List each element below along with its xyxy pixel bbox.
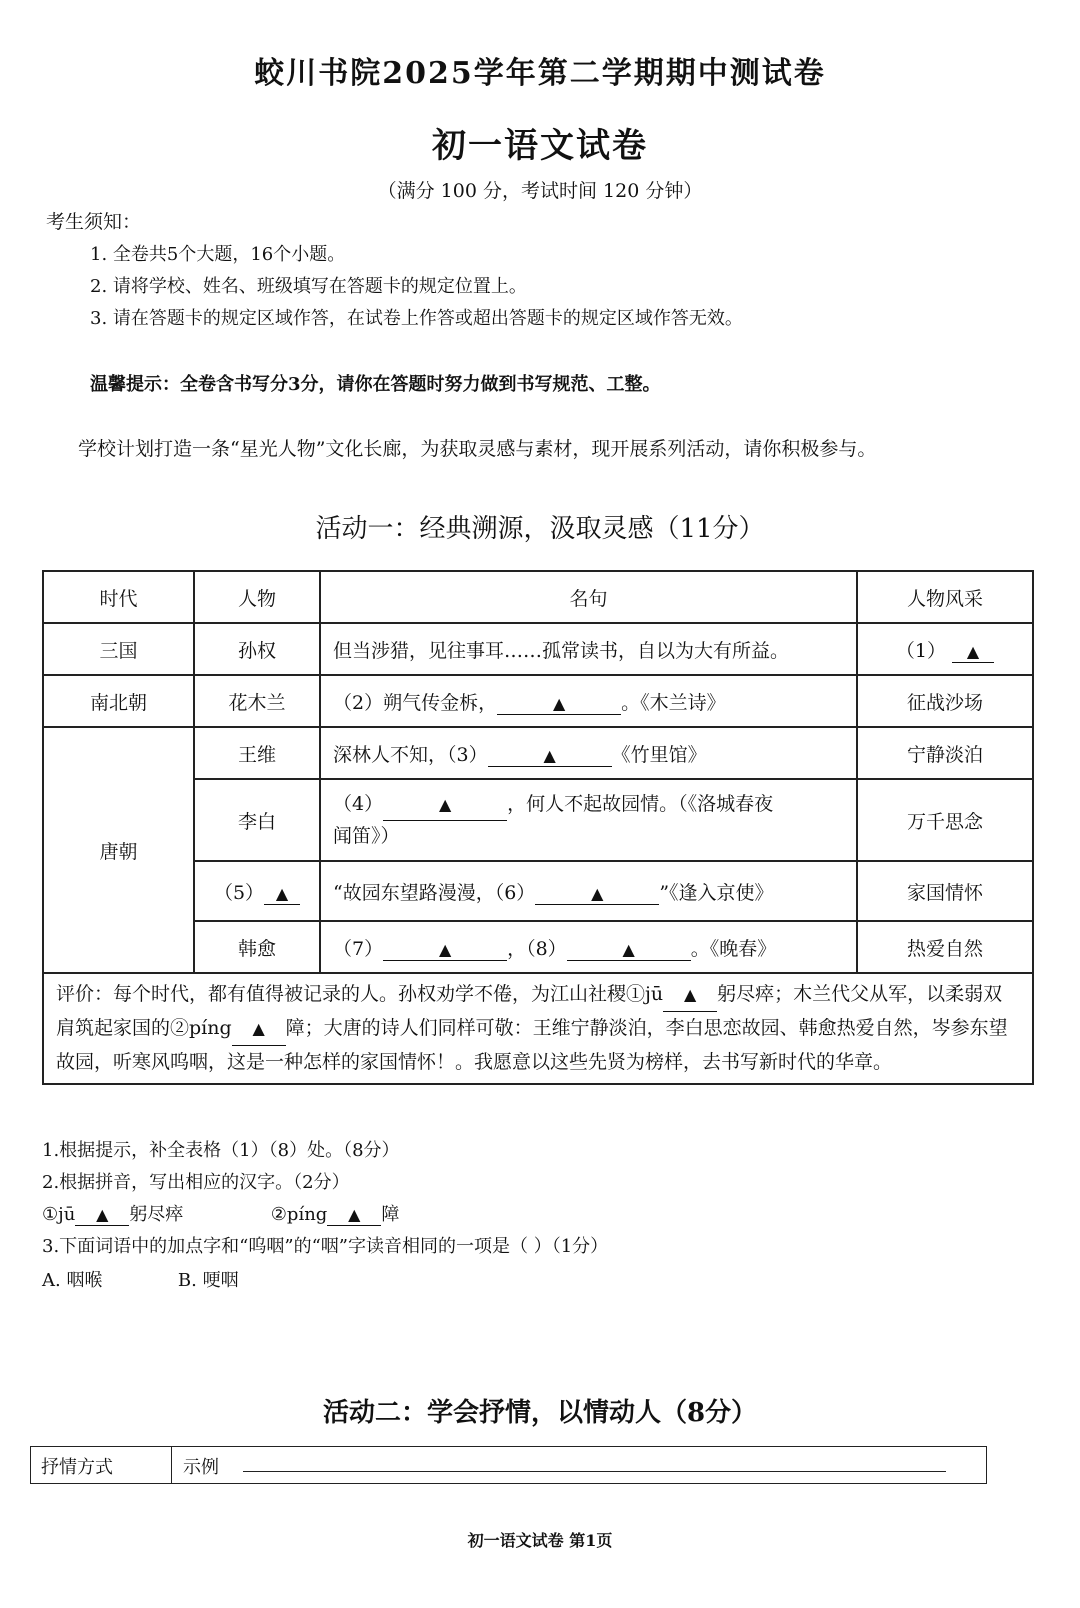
quote-text: ，（8） <box>507 937 567 960</box>
intro-text: 学校计划打造一条“星光人物”文化长廊，为获取灵感与素材，现开展系列活动，请你积极参与。 <box>78 438 877 460</box>
triangle-icon: ▲ <box>543 745 556 765</box>
paper-title: 初一语文试卷 <box>432 126 648 166</box>
pinyin-label: ②píng <box>270 1204 328 1225</box>
table-row <box>43 675 1033 727</box>
answer-blank[interactable] <box>75 1204 129 1226</box>
header-quote: 名句 <box>320 571 857 623</box>
trait-cell: 宁静淡泊 <box>857 727 1033 779</box>
answer-blank[interactable] <box>383 938 507 961</box>
quote-cell: 但当涉猎，见往事耳……孤常读书，自以为大有所益。 <box>320 623 857 675</box>
quote-text: （2）朔气传金柝， <box>333 691 498 714</box>
quote-text: “故园东望路漫漫，（6） <box>333 881 536 904</box>
answer-blank[interactable] <box>383 789 507 821</box>
answer-blank[interactable] <box>663 978 717 1012</box>
quote-cell <box>320 727 857 779</box>
triangle-icon: ▲ <box>96 1205 109 1224</box>
notice-item: 3. 请在答题卡的规定区域作答，在试卷上作答或超出答题卡的规定区域作答无效。 <box>90 308 743 329</box>
triangle-icon: ▲ <box>683 985 697 1004</box>
trait-cell <box>857 623 1033 675</box>
evaluation-text: 躬尽瘁；木兰代父从军，以柔弱双肩筑起家国的②píng <box>56 983 1003 1039</box>
answer-blank[interactable] <box>327 1204 381 1226</box>
question-2-blanks <box>42 1200 399 1226</box>
era-cell: 南北朝 <box>43 675 194 727</box>
triangle-icon: ▲ <box>622 939 635 959</box>
blank-label: （5） <box>213 881 265 904</box>
quote-cell <box>320 779 857 861</box>
quote-text: 闻笛》） <box>333 825 400 847</box>
triangle-icon: ▲ <box>438 939 452 959</box>
activity2-title: 活动二：学会抒情，以情动人（8分） <box>322 1398 758 1428</box>
triangle-icon: ▲ <box>348 1205 361 1224</box>
question-3-options <box>42 1266 239 1292</box>
page-footer: 初一语文试卷 第1页 <box>467 1531 613 1550</box>
triangle-icon: ▲ <box>252 1019 265 1038</box>
triangle-icon: ▲ <box>591 883 604 903</box>
triangle-icon: ▲ <box>966 641 980 661</box>
quote-text: （7） <box>333 937 384 960</box>
person-cell: 韩愈 <box>194 921 320 973</box>
triangle-icon: ▲ <box>438 795 452 814</box>
option-b[interactable]: B. 哽咽 <box>177 1270 239 1291</box>
question-3: 3.下面词语中的加点字和“呜咽”的“咽”字读音相同的一项是（ ）（1分） <box>42 1236 609 1257</box>
quote-text: ”《逢入京使》 <box>659 881 774 904</box>
answer-line[interactable] <box>243 1471 946 1472</box>
trait-cell: 征战沙场 <box>857 675 1033 727</box>
quote-cell <box>320 675 857 727</box>
trait-cell: 万千思念 <box>857 779 1033 861</box>
table-row <box>43 727 1033 779</box>
question-1: 1.根据提示，补全表格（1）（8）处。（8分） <box>42 1140 400 1161</box>
quote-text: 深林人不知，（3） <box>333 743 488 766</box>
answer-blank[interactable] <box>952 640 994 663</box>
quote-text: 《竹里馆》 <box>611 743 707 766</box>
era-cell: 三国 <box>43 623 194 675</box>
school-title: 蛟川书院2025学年第二学期期中测试卷 <box>254 56 826 91</box>
person-cell: 李白 <box>194 779 320 861</box>
evaluation-text: 障；大唐的诗人们同样可敬：王维宁静淡泊，李白思恋故园、韩愈热爱自然，岑参东望故园，听寒风呜咽，这是一种怎样的家国情怀！。我愿意以这些先贤为榜样，去书写新时代的华章。 <box>56 1017 1008 1073</box>
word-text: 躬尽瘁 <box>129 1204 184 1225</box>
notice-heading: 考生须知： <box>46 211 142 233</box>
quote-cell <box>320 861 857 921</box>
header-era: 时代 <box>43 571 194 623</box>
trait-cell: 家国情怀 <box>857 861 1033 921</box>
quote-text: ，何人不起故园情。（《洛城春夜 <box>507 793 774 815</box>
word-text: 障 <box>381 1204 400 1225</box>
activity1-title: 活动一：经典溯源，汲取灵感（11分） <box>315 514 765 544</box>
person-cell: 孙权 <box>194 623 320 675</box>
evaluation-cell <box>43 973 1033 1084</box>
person-cell <box>194 861 320 921</box>
blank-label: （1） <box>895 639 947 662</box>
col-example: 示例 <box>183 1457 219 1478</box>
column-divider <box>171 1447 172 1483</box>
trait-cell: 热爱自然 <box>857 921 1033 973</box>
header-person: 人物 <box>194 571 320 623</box>
table-header-row <box>43 571 1033 623</box>
era-cell: 唐朝 <box>43 727 194 973</box>
warm-tip: 温馨提示：全卷含书写分3分，请你在答题时努力做到书写规范、工整。 <box>90 374 661 395</box>
triangle-icon: ▲ <box>275 883 289 903</box>
answer-blank[interactable] <box>264 882 300 905</box>
notice-item: 2. 请将学校、姓名、班级填写在答题卡的规定位置上。 <box>90 276 527 297</box>
option-a[interactable]: A. 咽喉 <box>42 1270 103 1291</box>
pinyin-label: ①jū <box>42 1204 76 1225</box>
header-trait: 人物风采 <box>857 571 1033 623</box>
evaluation-text: 评价：每个时代，都有值得被记录的人。孙权劝学不倦，为江山社稷①jū <box>56 983 664 1005</box>
table-row <box>43 623 1033 675</box>
person-cell: 王维 <box>194 727 320 779</box>
activity2-table <box>30 1446 987 1484</box>
paper-subtitle: （满分 100 分，考试时间 120 分钟） <box>377 180 703 202</box>
answer-blank[interactable] <box>488 744 612 767</box>
notice-item: 1. 全卷共5个大题，16个小题。 <box>90 244 346 265</box>
quote-cell <box>320 921 857 973</box>
answer-blank[interactable] <box>567 938 691 961</box>
answer-blank[interactable] <box>497 692 621 715</box>
quote-text: （4） <box>333 793 384 815</box>
activity1-table <box>42 570 1034 1085</box>
answer-blank[interactable] <box>535 882 659 905</box>
col-method: 抒情方式 <box>41 1457 113 1478</box>
answer-blank[interactable] <box>232 1012 286 1046</box>
person-cell: 花木兰 <box>194 675 320 727</box>
quote-text: 。《晚春》 <box>690 937 777 960</box>
quote-text: 。《木兰诗》 <box>621 691 726 714</box>
evaluation-row <box>43 973 1033 1084</box>
question-2: 2.根据拼音，写出相应的汉字。（2分） <box>42 1172 350 1193</box>
triangle-icon: ▲ <box>552 693 566 713</box>
